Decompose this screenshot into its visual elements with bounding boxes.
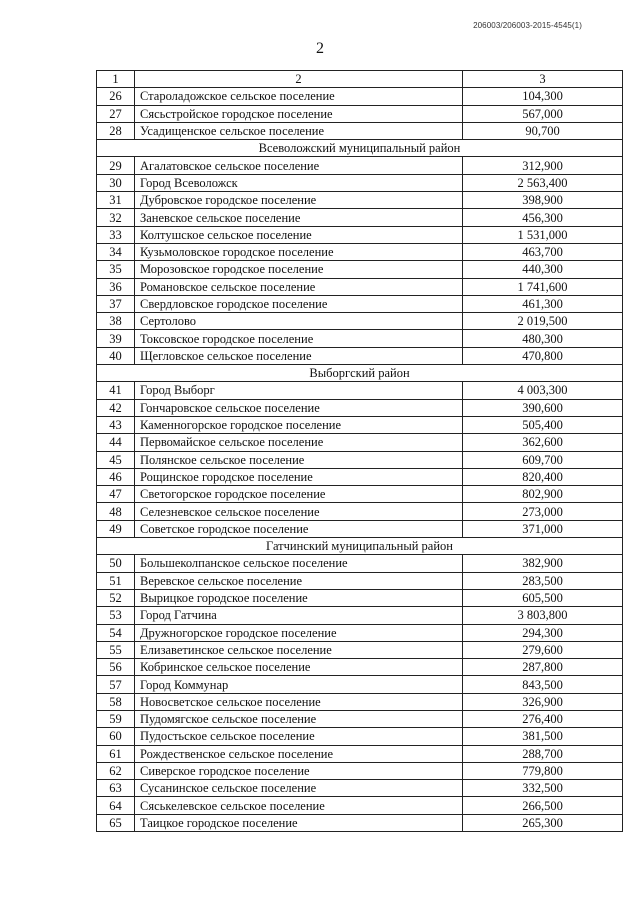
settlement-name-cell: Гончаровское сельское поселение: [135, 399, 463, 416]
amount-cell: 4 003,300: [463, 382, 623, 399]
settlement-name-cell: Колтушское сельское поселение: [135, 226, 463, 243]
row-number-cell: 37: [97, 295, 135, 312]
settlement-name-cell: Город Всеволожск: [135, 174, 463, 191]
settlement-name-cell: Полянское сельское поселение: [135, 451, 463, 468]
table-row: [97, 399, 623, 416]
table-row: [97, 295, 623, 312]
amount-cell: 104,300: [463, 88, 623, 105]
allocation-table: [96, 70, 623, 832]
amount-cell: 294,300: [463, 624, 623, 641]
section-header-row: [97, 365, 623, 382]
settlement-name-cell: Заневское сельское поселение: [135, 209, 463, 226]
amount-cell: 265,300: [463, 814, 623, 831]
amount-cell: 362,600: [463, 434, 623, 451]
settlement-name-cell: Пудостьское сельское поселение: [135, 728, 463, 745]
row-number-cell: 65: [97, 814, 135, 831]
row-number-cell: 36: [97, 278, 135, 295]
table-row: [97, 814, 623, 831]
row-number-cell: 26: [97, 88, 135, 105]
amount-cell: 371,000: [463, 520, 623, 537]
row-number-cell: 64: [97, 797, 135, 814]
settlement-name-cell: Сясьстройское городское поселение: [135, 105, 463, 122]
row-number-cell: 48: [97, 503, 135, 520]
row-number-cell: 53: [97, 607, 135, 624]
settlement-name-cell: Светогорское городское поселение: [135, 486, 463, 503]
section-header-row: [97, 140, 623, 157]
amount-cell: 461,300: [463, 295, 623, 312]
amount-cell: 332,500: [463, 780, 623, 797]
table-row: [97, 520, 623, 537]
row-number-cell: 41: [97, 382, 135, 399]
amount-cell: 382,900: [463, 555, 623, 572]
row-number-cell: 58: [97, 693, 135, 710]
row-number-cell: 46: [97, 468, 135, 485]
row-number-cell: 47: [97, 486, 135, 503]
settlement-name-cell: Дружногорское городское поселение: [135, 624, 463, 641]
settlement-name-cell: Усадищенское сельское поселение: [135, 122, 463, 139]
settlement-name-cell: Город Выборг: [135, 382, 463, 399]
row-number-cell: 30: [97, 174, 135, 191]
row-number-cell: 60: [97, 728, 135, 745]
table-row: [97, 659, 623, 676]
table-row: [97, 503, 623, 520]
table-row: [97, 382, 623, 399]
amount-cell: 287,800: [463, 659, 623, 676]
settlement-name-cell: Кобринское сельское поселение: [135, 659, 463, 676]
section-title: Всеволожский муниципальный район: [97, 140, 623, 157]
row-number-cell: 42: [97, 399, 135, 416]
amount-cell: 802,900: [463, 486, 623, 503]
row-number-cell: 45: [97, 451, 135, 468]
row-number-cell: 57: [97, 676, 135, 693]
table-row: [97, 624, 623, 641]
table-row: [97, 762, 623, 779]
amount-cell: 381,500: [463, 728, 623, 745]
settlement-name-cell: Староладожское сельское поселение: [135, 88, 463, 105]
header-col-3: 3: [463, 71, 623, 88]
settlement-name-cell: Токсовское городское поселение: [135, 330, 463, 347]
amount-cell: 779,800: [463, 762, 623, 779]
page-number: 2: [316, 40, 324, 57]
table-row: [97, 243, 623, 260]
row-number-cell: 56: [97, 659, 135, 676]
amount-cell: 276,400: [463, 710, 623, 727]
amount-cell: 90,700: [463, 122, 623, 139]
row-number-cell: 39: [97, 330, 135, 347]
amount-cell: 463,700: [463, 243, 623, 260]
table-header-row: [97, 71, 623, 88]
settlement-name-cell: Рождественское сельское поселение: [135, 745, 463, 762]
amount-cell: 390,600: [463, 399, 623, 416]
table-row: [97, 468, 623, 485]
settlement-name-cell: Сиверское городское поселение: [135, 762, 463, 779]
row-number-cell: 35: [97, 261, 135, 278]
table-row: [97, 209, 623, 226]
row-number-cell: 28: [97, 122, 135, 139]
amount-cell: 312,900: [463, 157, 623, 174]
table-row: [97, 745, 623, 762]
amount-cell: 440,300: [463, 261, 623, 278]
amount-cell: 470,800: [463, 347, 623, 364]
row-number-cell: 49: [97, 520, 135, 537]
table-row: [97, 710, 623, 727]
amount-cell: 2 563,400: [463, 174, 623, 191]
settlement-name-cell: Селезневское сельское поселение: [135, 503, 463, 520]
table-row: [97, 486, 623, 503]
settlement-name-cell: Каменногорское городское поселение: [135, 416, 463, 433]
section-title: Гатчинский муниципальный район: [97, 538, 623, 555]
table-row: [97, 555, 623, 572]
amount-cell: 567,000: [463, 105, 623, 122]
table-row: [97, 451, 623, 468]
settlement-name-cell: Советское городское поселение: [135, 520, 463, 537]
header-col-1: 1: [97, 71, 135, 88]
settlement-name-cell: Свердловское городское поселение: [135, 295, 463, 312]
settlement-name-cell: Агалатовское сельское поселение: [135, 157, 463, 174]
amount-cell: 2 019,500: [463, 313, 623, 330]
table-row: [97, 122, 623, 139]
row-number-cell: 34: [97, 243, 135, 260]
row-number-cell: 63: [97, 780, 135, 797]
row-number-cell: 38: [97, 313, 135, 330]
settlement-name-cell: Кузьмоловское городское поселение: [135, 243, 463, 260]
document-id: 206003/206003-2015-4545(1): [473, 21, 582, 30]
settlement-name-cell: Таицкое городское поселение: [135, 814, 463, 831]
settlement-name-cell: Город Коммунар: [135, 676, 463, 693]
table-row: [97, 641, 623, 658]
amount-cell: 843,500: [463, 676, 623, 693]
table-row: [97, 313, 623, 330]
table-row: [97, 330, 623, 347]
amount-cell: 605,500: [463, 589, 623, 606]
table-row: [97, 572, 623, 589]
table-row: [97, 589, 623, 606]
table-row: [97, 434, 623, 451]
row-number-cell: 61: [97, 745, 135, 762]
settlement-name-cell: Щегловское сельское поселение: [135, 347, 463, 364]
settlement-name-cell: Веревское сельское поселение: [135, 572, 463, 589]
row-number-cell: 62: [97, 762, 135, 779]
row-number-cell: 29: [97, 157, 135, 174]
row-number-cell: 31: [97, 192, 135, 209]
row-number-cell: 32: [97, 209, 135, 226]
amount-cell: 288,700: [463, 745, 623, 762]
row-number-cell: 52: [97, 589, 135, 606]
settlement-name-cell: Рощинское городское поселение: [135, 468, 463, 485]
table-row: [97, 192, 623, 209]
row-number-cell: 51: [97, 572, 135, 589]
settlement-name-cell: Новосветское сельское поселение: [135, 693, 463, 710]
amount-cell: 326,900: [463, 693, 623, 710]
section-title: Выборгский район: [97, 365, 623, 382]
table-row: [97, 416, 623, 433]
amount-cell: 480,300: [463, 330, 623, 347]
amount-cell: 283,500: [463, 572, 623, 589]
row-number-cell: 54: [97, 624, 135, 641]
row-number-cell: 33: [97, 226, 135, 243]
table-row: [97, 607, 623, 624]
table-row: [97, 157, 623, 174]
table-row: [97, 226, 623, 243]
amount-cell: 505,400: [463, 416, 623, 433]
table-body: [97, 71, 623, 832]
amount-cell: 1 741,600: [463, 278, 623, 295]
settlement-name-cell: Сусанинское сельское поселение: [135, 780, 463, 797]
table-row: [97, 347, 623, 364]
settlement-name-cell: Елизаветинское сельское поселение: [135, 641, 463, 658]
settlement-name-cell: Большеколпанское сельское поселение: [135, 555, 463, 572]
settlement-name-cell: Город Гатчина: [135, 607, 463, 624]
settlement-name-cell: Романовское сельское поселение: [135, 278, 463, 295]
table-row: [97, 728, 623, 745]
table-row: [97, 105, 623, 122]
settlement-name-cell: Сяськелевское сельское поселение: [135, 797, 463, 814]
settlement-name-cell: Первомайское сельское поселение: [135, 434, 463, 451]
amount-cell: 456,300: [463, 209, 623, 226]
settlement-name-cell: Сертолово: [135, 313, 463, 330]
row-number-cell: 43: [97, 416, 135, 433]
row-number-cell: 44: [97, 434, 135, 451]
table-row: [97, 693, 623, 710]
row-number-cell: 59: [97, 710, 135, 727]
header-col-2: 2: [135, 71, 463, 88]
row-number-cell: 55: [97, 641, 135, 658]
table-row: [97, 261, 623, 278]
settlement-name-cell: Дубровское городское поселение: [135, 192, 463, 209]
settlement-name-cell: Пудомягское сельское поселение: [135, 710, 463, 727]
table-row: [97, 676, 623, 693]
settlement-name-cell: Вырицкое городское поселение: [135, 589, 463, 606]
table-row: [97, 797, 623, 814]
row-number-cell: 27: [97, 105, 135, 122]
amount-cell: 279,600: [463, 641, 623, 658]
table-row: [97, 278, 623, 295]
settlement-name-cell: Морозовское городское поселение: [135, 261, 463, 278]
amount-cell: 609,700: [463, 451, 623, 468]
row-number-cell: 40: [97, 347, 135, 364]
amount-cell: 266,500: [463, 797, 623, 814]
amount-cell: 398,900: [463, 192, 623, 209]
amount-cell: 3 803,800: [463, 607, 623, 624]
section-header-row: [97, 538, 623, 555]
row-number-cell: 50: [97, 555, 135, 572]
table-row: [97, 88, 623, 105]
amount-cell: 820,400: [463, 468, 623, 485]
amount-cell: 273,000: [463, 503, 623, 520]
table-row: [97, 174, 623, 191]
amount-cell: 1 531,000: [463, 226, 623, 243]
table-row: [97, 780, 623, 797]
